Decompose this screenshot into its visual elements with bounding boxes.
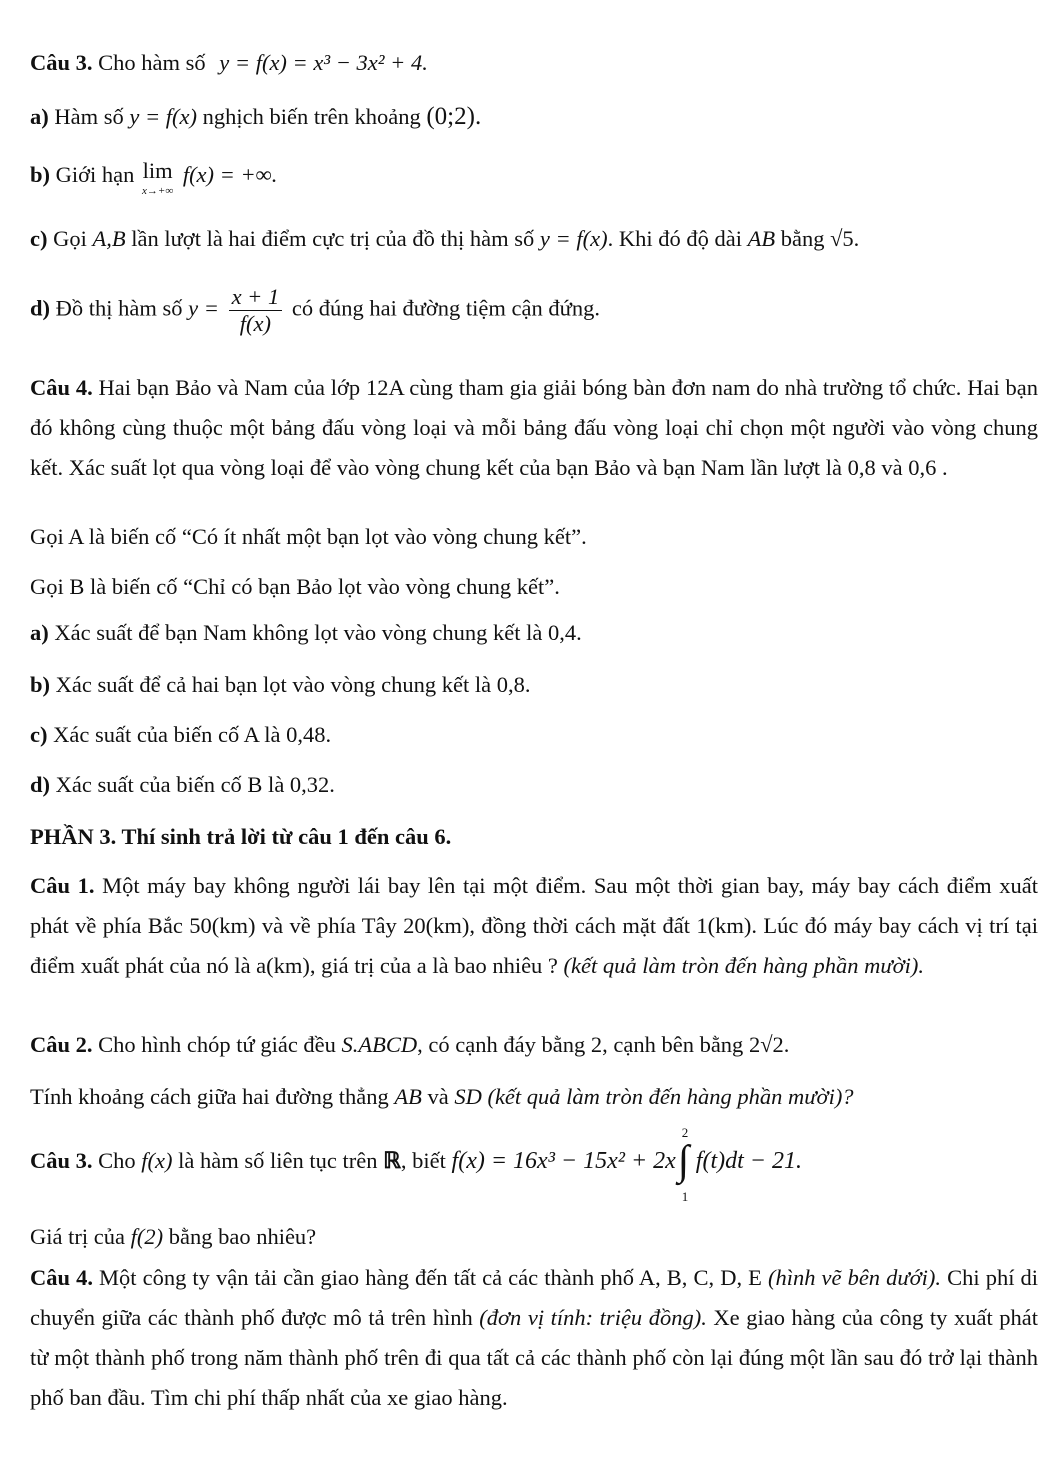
q4-d-text: Xác suất của biến cố B là 0,32. <box>55 772 335 797</box>
q3-b-expression: f(x) = +∞. <box>182 162 278 187</box>
p3-q3-question <box>30 1222 316 1252</box>
q3-item-d <box>30 284 600 337</box>
p3-q3-text: Cho <box>98 1148 136 1174</box>
p3-q2-text: Cho hình chóp tứ giác đều <box>98 1032 336 1057</box>
q4-item-d <box>30 770 335 800</box>
q4-c-text: Xác suất của biến cố A là 0,48. <box>53 722 332 747</box>
p3-q4-note: (hình vẽ bên dưới). <box>767 1265 942 1290</box>
q4-event-b: Gọi B là biến cố “Chỉ có bạn Bảo lọt vào vòng chung kết”. <box>30 574 560 599</box>
q4-event-a: Gọi A là biến cố “Có ít nhất một bạn lọt vào vòng chung kết”. <box>30 524 587 549</box>
q4-b-text: Xác suất để cả hai bạn lọt vào vòng chung kết là 0,8. <box>55 672 531 697</box>
q3-d-text-2: có đúng hai đường tiệm cận đứng. <box>291 295 600 321</box>
p3-q2-edge: 2√2. <box>748 1032 790 1057</box>
p3-q4-text: Một công ty vận tải cần giao hàng đến tất cả các thành phố A, B, C, D, E <box>99 1265 762 1290</box>
q4-a-text: Xác suất để bạn Nam không lọt vào vòng chung kết là 0,4. <box>54 620 582 645</box>
q3-c-points: A,B <box>92 226 126 251</box>
p3-q3-fx: f(x) <box>141 1148 173 1174</box>
p3-q4 <box>30 1258 1038 1418</box>
q3-b-label: b) <box>30 162 51 187</box>
q3-a-function: y = f(x) <box>129 104 198 129</box>
q3-item-a <box>30 100 481 133</box>
p3-q2-note: (kết quả làm tròn đến hàng phần mười)? <box>487 1084 854 1109</box>
p3-q3-text-2: là hàm số liên tục trên <box>178 1148 378 1174</box>
p3-q2-line2-text: Tính khoảng cách giữa hai đường thẳng <box>30 1084 389 1109</box>
p3-q4-text-2: Chi phí di chuyển giữa các thành phố được mô tả trên hình <box>30 1265 1039 1330</box>
q4-a-label: a) <box>30 620 49 645</box>
p3-q3-text-3: , biết <box>400 1148 446 1174</box>
q3-c-label: c) <box>30 226 48 251</box>
p3-q3-label: Câu 3. <box>30 1148 93 1174</box>
q4-b-label: b) <box>30 672 51 697</box>
q3-a-interval: (0;2). <box>426 103 482 130</box>
p3-q3-question-text-2: bằng bao nhiêu? <box>168 1224 317 1249</box>
q3-c-text-2: lần lượt là hai điểm cực trị của đồ thị hàm số <box>131 226 535 251</box>
q4-label: Câu 4. <box>30 375 93 400</box>
part3-heading: PHẦN 3. Thí sinh trả lời từ câu 1 đến câu 6. <box>30 824 452 849</box>
q4-text: Hai bạn Bảo và Nam của lớp 12A cùng tham gia giải bóng bàn đơn nam do nhà trường tổ chức. Hai bạn đó không cùng thuộc một bảng đấu vòng loại và mỗi bảng đấu vòng loại chỉ chọn một người vào vòng chung kết. Xác suất lọt qua vòng loại để vào vòng chung kết của bạn Bảo và bạn Nam lần lượt là 0,8 và 0,6 . <box>30 375 1038 480</box>
p3-q4-note-2: (đơn vị tính: triệu đồng). <box>479 1305 707 1330</box>
p3-q2-and: và <box>427 1084 449 1109</box>
p3-q2-label: Câu 2. <box>30 1032 93 1057</box>
p3-q1-label: Câu 1. <box>30 873 95 898</box>
q3-a-text: Hàm số <box>54 104 124 129</box>
q3-item-b <box>30 160 277 197</box>
q4-d-label: d) <box>30 772 51 797</box>
q3-c-function: y = f(x) <box>539 226 608 251</box>
p3-q3-question-text: Giá trị của <box>30 1224 125 1249</box>
q3-c-value: √5. <box>830 226 860 251</box>
p3-q4-label: Câu 4. <box>30 1265 93 1290</box>
p3-q2-line2 <box>30 1082 854 1112</box>
p3-q2-pyramid: S.ABCD <box>341 1032 418 1057</box>
p3-q3-f2: f(2) <box>130 1224 164 1249</box>
p3-q1-note: (kết quả làm tròn đến hàng phần mười). <box>563 953 925 978</box>
q3-c-text-3: . Khi đó độ dài <box>607 226 742 251</box>
q4-item-b <box>30 670 531 700</box>
q4-item-a <box>30 618 582 648</box>
q3-c-text: Gọi <box>53 226 87 251</box>
q3-d-fraction: $\frac{x + 1}{f(x)}$ <box>229 284 283 337</box>
q3-a-text-2: nghịch biến trên khoảng <box>202 104 421 129</box>
p3-q4-text-3: Xe giao hàng của công ty xuất phát từ một thành phố trong năm thành phố trên đi qua tất cả các thành phố còn lại đúng một lần sau đó trở lại thành phố ban đầu. Tìm chi phí thấp nhất của xe giao hàng. <box>30 1305 1038 1410</box>
q3-d-y: y = <box>188 295 219 321</box>
q3-c-segment: AB <box>747 226 776 251</box>
p3-q3 <box>30 1125 802 1204</box>
p3-q1-text: Một máy bay không người lái bay lên tại một điểm. Sau một thời gian bay, máy bay cách điểm xuất phát về phía Bắc 50(km) và về phía Tây 20(km), đồng thời cách mặt đất 1(km). Lúc đó máy bay cách vị trí tại điểm xuất phát của nó là a(km), giá trị của a là bao nhiêu ? <box>30 873 1039 978</box>
q3-d-text: Đồ thị hàm số <box>55 295 183 321</box>
q3-c-text-4: bằng <box>780 226 825 251</box>
q3-d-label: d) <box>30 295 51 321</box>
p3-q1 <box>30 866 1038 986</box>
q3-function: y = f(x) = x³ − 3x² + 4. <box>219 50 428 75</box>
p3-q2 <box>30 1030 789 1060</box>
p3-q2-line-ab: AB <box>394 1084 422 1109</box>
q4-c-label: c) <box>30 722 48 747</box>
reals-symbol: ℝ <box>383 1148 401 1174</box>
limit-operator: lim x→+∞ <box>142 158 174 197</box>
p3-q3-equation: f(x) = 16x³ − 15x² + 2x <box>451 1148 676 1175</box>
q3-intro: Cho hàm số <box>98 50 206 75</box>
q3-a-label: a) <box>30 104 49 129</box>
p3-q2-text-2: , có cạnh đáy bằng 2, cạnh bên bằng <box>417 1032 744 1057</box>
q3-stem <box>30 48 428 78</box>
q4-item-c <box>30 720 331 750</box>
q3-b-text: Giới hạn <box>55 162 135 187</box>
integral-sign: ∫ 2 1 <box>677 1125 690 1204</box>
p3-q3-integrand: f(t)dt − 21. <box>695 1148 802 1175</box>
q4-stem <box>30 368 1038 488</box>
q3-label: Câu 3. <box>30 50 93 75</box>
p3-q2-line-sd: SD <box>454 1084 482 1109</box>
q3-item-c <box>30 224 859 254</box>
